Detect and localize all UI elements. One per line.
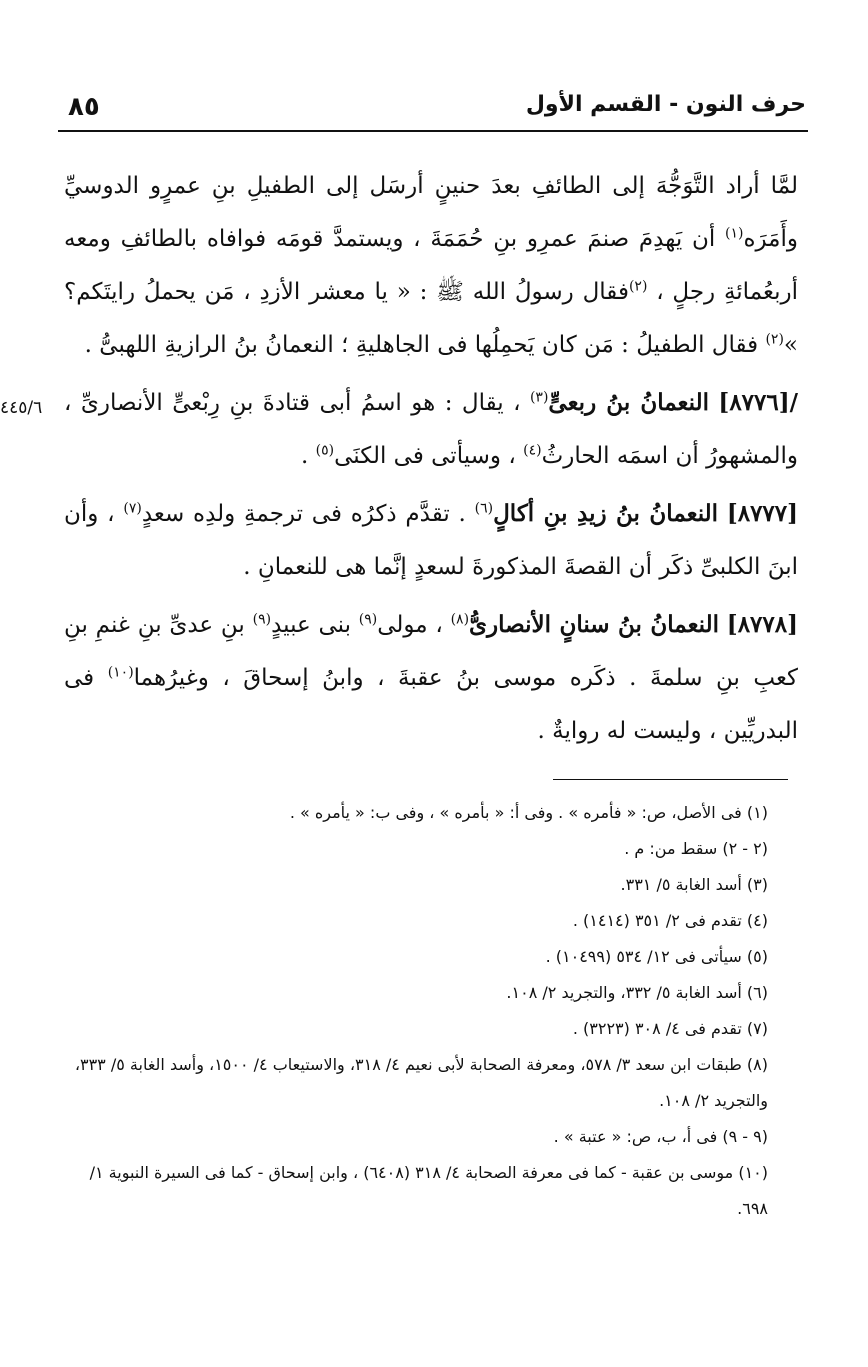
footnotes (64, 795, 768, 1227)
footnote-ref: (٨) (450, 611, 470, 628)
footnote-ref: (٩) (358, 611, 378, 628)
footnote-item: (٤) تقدم فى ٢/ ٣٥١ (١٤١٤) . (572, 911, 768, 930)
entry-name: النعمانُ بنُ ربعىٍّ (548, 389, 709, 416)
footnote-ref: (٣) (529, 389, 549, 406)
footnote-item: (٥) سيأتى فى ١٢/ ٥٣٤ (١٠٤٩٩) . (545, 947, 768, 966)
footnote-ref: (١٠) (107, 664, 134, 681)
entry-text: ، وأن ابنَ الكلبىِّ ذكَر أن القصةَ المذكورةَ لسعدٍ إنَّما هى للنعمانِ . (64, 501, 798, 580)
entry-text: فى البدريِّين ، وليست له روايةٌ . (64, 665, 798, 744)
intro-line: لمَّا أراد التَّوَجُّهَ إلى الطائفِ بعدَ حنينٍ أرسَل إلى الطفيلِ بنِ عمرٍو الدوسيِّ وأَمَرَه (64, 173, 798, 252)
entry-name: النعمانُ بنُ زيدِ بنِ أكالٍ (493, 500, 719, 527)
footnote-ref: (٢) (628, 278, 648, 295)
footnote-item: (٣) أسد الغابة ٥/ ٣٣١. (620, 875, 768, 894)
footnote-item: (٢ - ٢) سقط من: م . (624, 839, 768, 858)
footnote-item: (٧) تقدم فى ٤/ ٣٠٨ (٣٢٢٣) . (572, 1019, 768, 1038)
running-title: حرف النون - القسم الأول (525, 92, 806, 117)
entry-text: ، يقال : هو اسمُ أبى قتادةَ بنِ رِبْعىٍّ الأنصارىِّ ، والمشهورُ أن اسمَه الحارثُ (64, 390, 798, 469)
intro-line: فقال الطفيلُ : مَن كان يَحمِلُها فى الجاهليةِ ؛ النعمانُ بنُ الرازيةِ اللهبىُّ . (84, 332, 759, 358)
footnote-item: (١) فى الأصل، ص: « فأمره » . وفى أ: « بأمره » ، وفى ب: « يأمره » . (289, 803, 768, 822)
page-number: ٨٥ (68, 92, 100, 122)
entry-8778 (64, 598, 798, 758)
footnote-ref: (٧) (123, 500, 142, 517)
header-rule (58, 130, 808, 132)
entry-8776 (64, 376, 798, 483)
footnote-item: (٩ - ٩) فى أ، ب، ص: « عتبة » . (553, 1127, 768, 1146)
entry-name: النعمانُ بنُ سنانٍ الأنصارىُّ (469, 611, 720, 638)
footnote-ref: (٢) (765, 331, 784, 348)
intro-line: أن يَهدِمَ صنمَ عمرِو بنِ حُمَمَةَ ، ويستمدَّ قومَه فوافاه بالطائفِ ومعه أربعُمائةِ رجلٍ ، (64, 226, 798, 305)
entry-number: /[٨٧٧٦] (718, 389, 799, 416)
footnote-separator (553, 779, 788, 780)
entry-text: ، مولى (377, 612, 443, 638)
footnote-ref: (٩) (252, 611, 272, 628)
intro-line: فقال رسولُ الله ﷺ : « يا معشر الأزدِ ، مَن يحملُ رايتَكم؟ » (64, 279, 798, 358)
page-header (58, 86, 806, 130)
footnote-ref: (١) (724, 225, 744, 242)
margin-reference: ٤٤٥/٦ (0, 398, 43, 418)
entry-text: . (301, 443, 309, 469)
footnote-ref: (٤) (523, 442, 542, 459)
entry-text: بنى عبيدٍ (271, 612, 352, 638)
footnote-item: (٨) طبقات ابن سعد ٣/ ٥٧٨، ومعرفة الصحابة لأبى نعيم ٤/ ٣١٨، والاستيعاب ٤/ ١٥٠٠، وأسد الغابة ٥/ ٣٣٣، والتجريد ٢/ ١٠٨. (74, 1055, 768, 1110)
footnote-item: (٦) أسد الغابة ٥/ ٣٣٢، والتجريد ٢/ ١٠٨. (506, 983, 768, 1002)
footnote-ref: (٦) (474, 500, 494, 517)
entry-number: [٨٧٧٨] (726, 611, 798, 638)
footnote-item: (١٠) موسى بن عقبة - كما فى معرفة الصحابة ٤/ ٣١٨ (٦٤٠٨) ، وابن إسحاق - كما فى السيرة النبوية ١/ ٦٩٨. (89, 1163, 768, 1218)
entry-8777 (64, 487, 798, 594)
footnote-ref: (٥) (315, 442, 335, 459)
entry-text: بنِ عدىِّ بنِ غنمِ بنِ كعبِ بنِ سلمةَ . ذكَره موسى بنُ عقبةَ ، وابنُ إسحاقَ ، وغيرُهما (64, 612, 799, 691)
entry-text: ، وسيأتى فى الكنَى (334, 443, 516, 469)
main-text (64, 160, 798, 758)
intro-paragraph (64, 160, 798, 372)
entry-number: [٨٧٧٧] (726, 500, 799, 527)
entry-text: . تقدَّم ذكرُه فى ترجمةِ ولدِه سعدٍ (141, 501, 466, 527)
